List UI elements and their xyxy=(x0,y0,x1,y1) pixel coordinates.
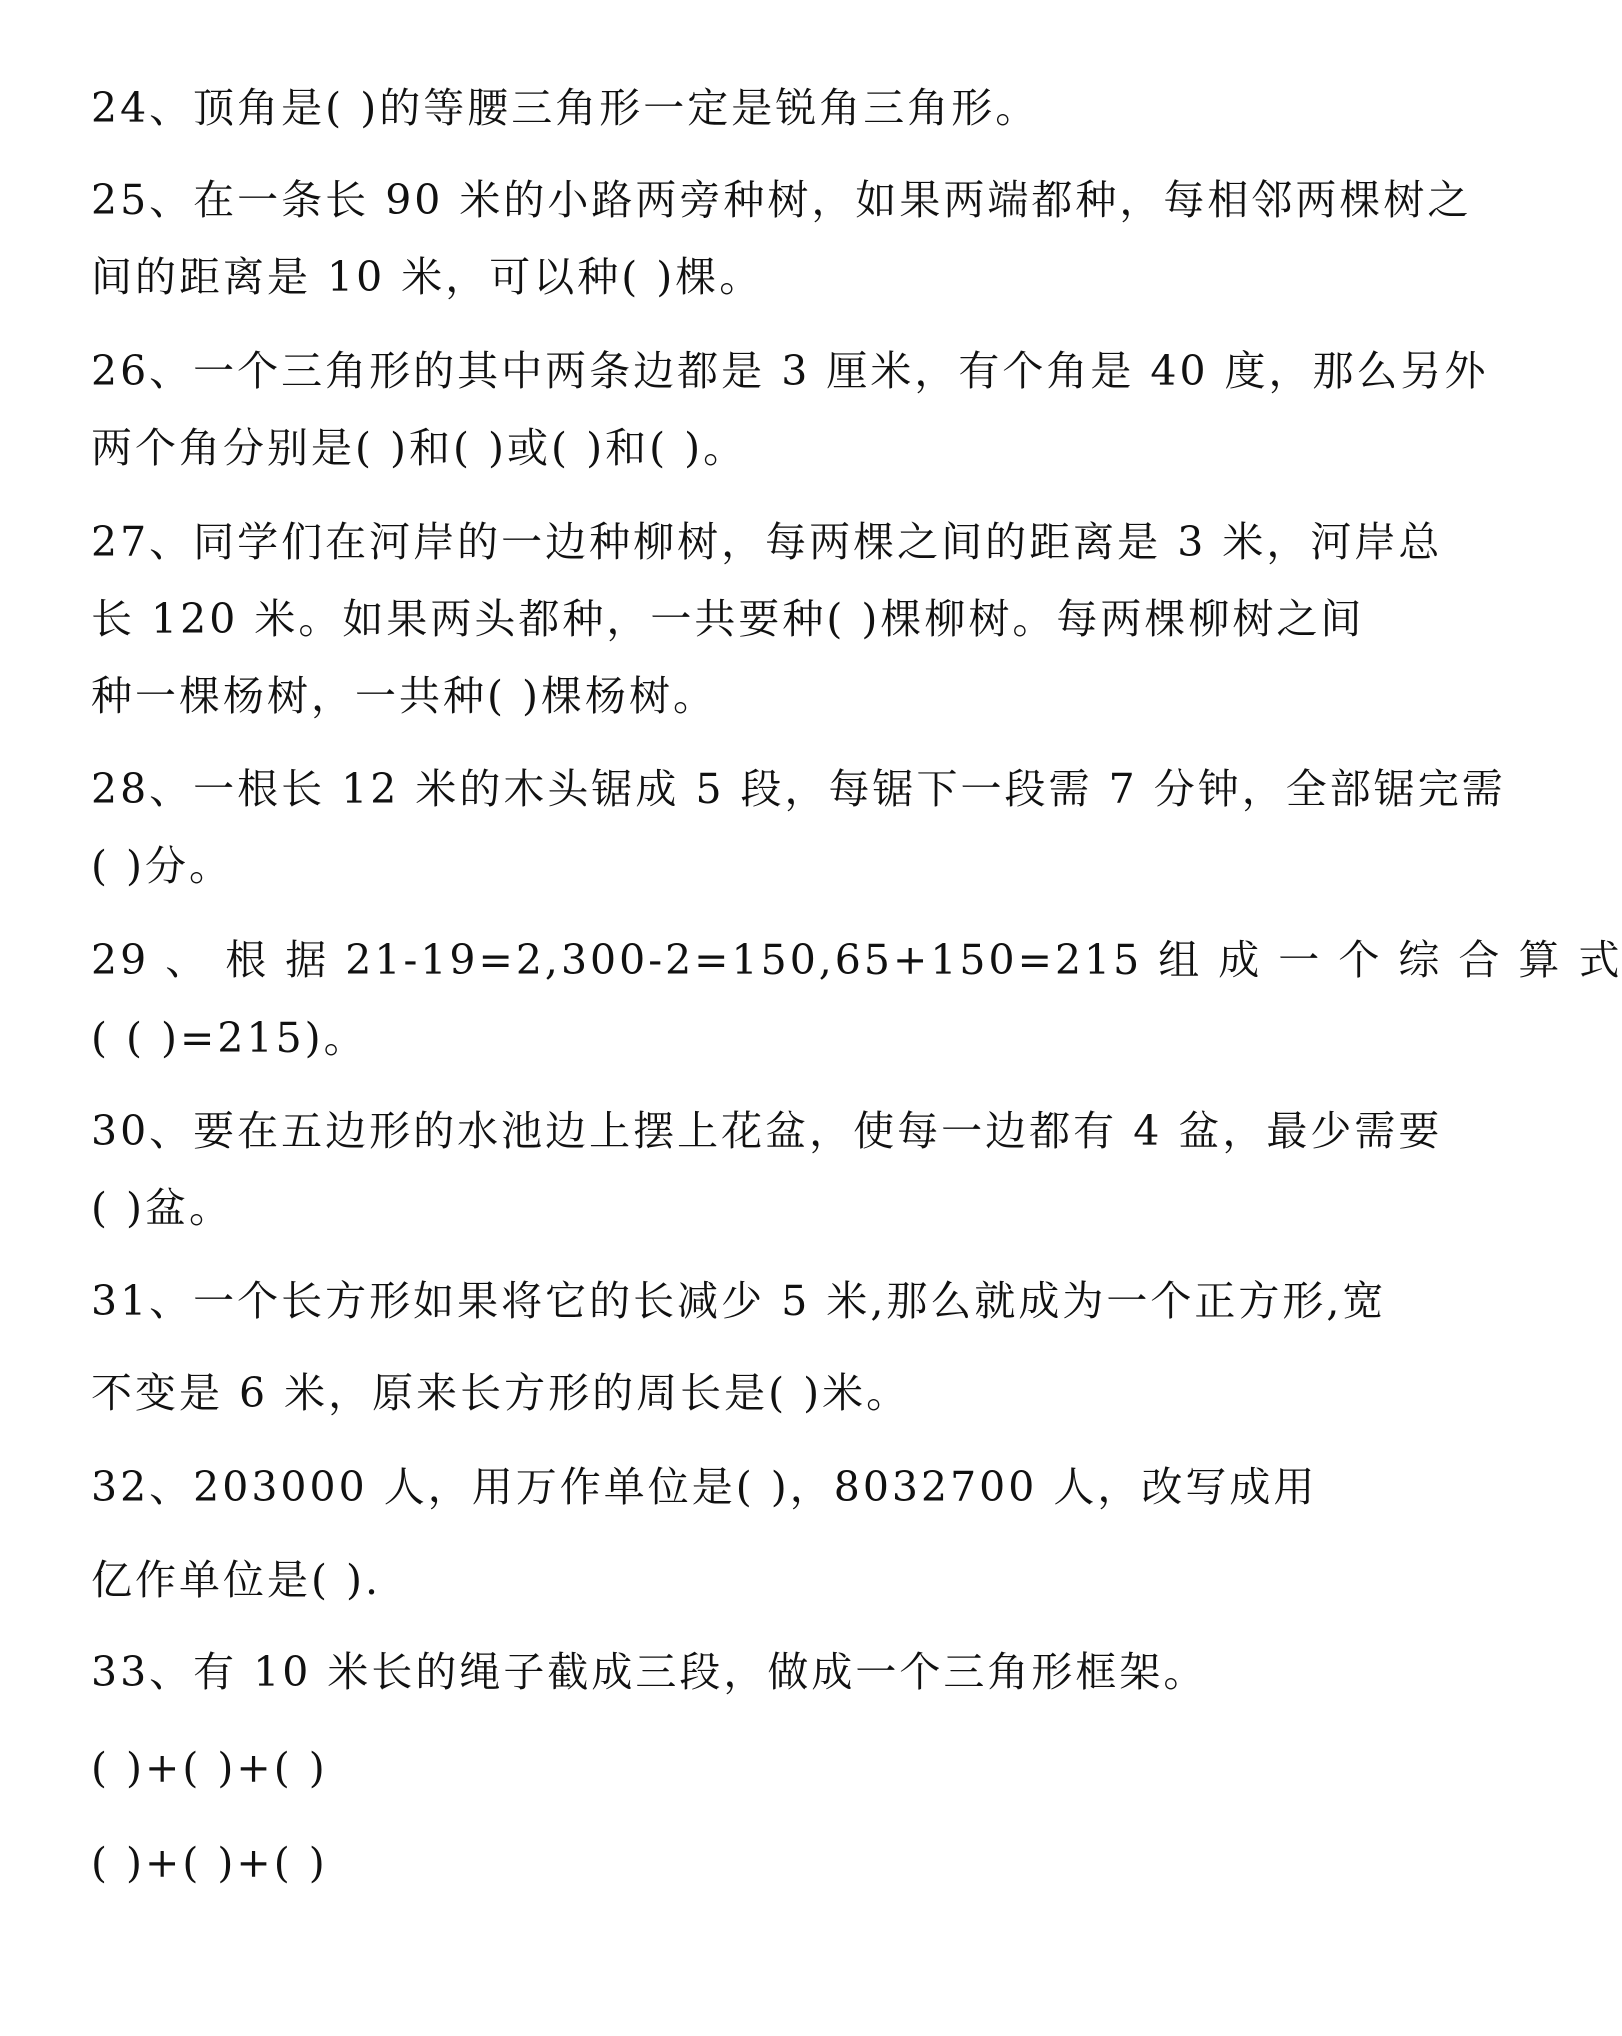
question-27-line-1: 27、同学们在河岸的一边种柳树，每两棵之间的距离是 3 米，河岸总 xyxy=(91,518,1443,566)
question-31-line-2: 不变是 6 米，原来长方形的周长是( )米。 xyxy=(91,1369,911,1417)
question-24-line-1: 24、顶角是( )的等腰三角形一定是锐角三角形。 xyxy=(91,84,1040,132)
question-26-line-2: 两个角分别是( )和( )或( )和( )。 xyxy=(91,424,748,472)
question-28-line-2: ( )分。 xyxy=(91,842,234,890)
question-27-line-3: 种一棵杨树，一共种( )棵杨树。 xyxy=(91,672,718,720)
question-33-line-1: 33、有 10 米长的绳子截成三段，做成一个三角形框架。 xyxy=(91,1648,1208,1696)
question-26-line-1: 26、一个三角形的其中两条边都是 3 厘米，有个角是 40 度，那么另外 xyxy=(91,347,1489,395)
question-30-line-2: ( )盆。 xyxy=(91,1184,234,1232)
question-32-line-1: 32、203000 人，用万作单位是( )，8032700 人，改写成用 xyxy=(91,1463,1318,1511)
question-33-answer-row-1: ( )+( )+( ) xyxy=(91,1744,328,1792)
question-31-line-1: 31、一个长方形如果将它的长减少 5 米,那么就成为一个正方形,宽 xyxy=(91,1277,1387,1325)
question-28-line-1: 28、一根长 12 米的木头锯成 5 段，每锯下一段需 7 分钟，全部锯完需 xyxy=(91,765,1506,813)
question-32-line-2: 亿作单位是( ). xyxy=(91,1556,382,1604)
question-25-line-2: 间的距离是 10 米，可以种( )棵。 xyxy=(91,253,764,301)
question-25-line-1: 25、在一条长 90 米的小路两旁种树，如果两端都种，每相邻两棵树之 xyxy=(91,176,1472,224)
question-29-line-2: ( ( )=215)。 xyxy=(91,1014,368,1062)
question-27-line-2: 长 120 米。如果两头都种，一共要种( )棵柳树。每两棵柳树之间 xyxy=(91,595,1365,643)
question-30-line-1: 30、要在五边形的水池边上摆上花盆，使每一边都有 4 盆，最少需要 xyxy=(91,1107,1443,1155)
question-33-answer-row-2: ( )+( )+( ) xyxy=(91,1839,328,1887)
question-29-line-1: 29 、 根 据 21-19=2,300-2=150,65+150=215 组 成 一 个 综 合 算 式 xyxy=(91,936,1622,984)
